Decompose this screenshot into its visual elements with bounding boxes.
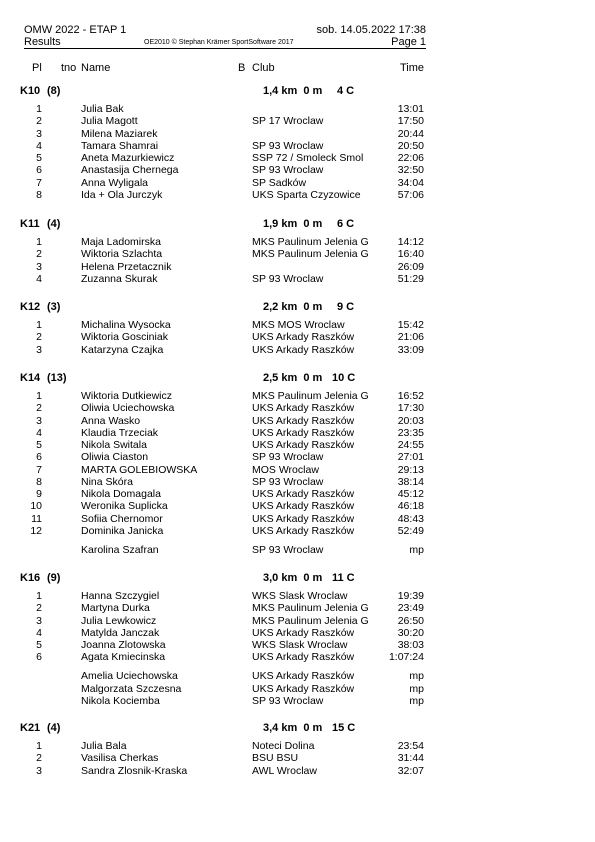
club-name: SP 93 Wroclaw [252,543,324,556]
runner-name: Nikola Kociemba [81,694,160,707]
runner-name: Malgorzata Szczesna [81,682,182,695]
place: 8 [36,475,42,488]
results-label: Results [24,36,61,48]
place: 12 [30,524,42,537]
club-name: MKS Paulinum Jelenia G [252,602,369,615]
club-name: SP Sadków [252,176,307,189]
finish-time: 26:09 [397,260,424,273]
runner-name: Oliwia Ciaston [81,451,149,464]
finish-time: 51:29 [397,272,424,285]
result-row [0,319,595,331]
place: 11 [31,512,42,525]
club-name: SP 93 Wroclaw [252,139,324,152]
header-rule [24,48,426,49]
club-name: SP 93 Wroclaw [252,272,324,285]
course-length: 2,2 km 0 m [263,301,323,313]
place: 6 [36,651,42,664]
place: 2 [36,248,42,261]
category-name: K12 [20,301,41,313]
place: 5 [36,639,42,651]
result-row [0,476,595,488]
finish-time: 26:50 [397,614,424,627]
category-count: (4) [47,722,61,734]
place: 3 [36,764,42,777]
club-name: UKS Arkady Raszków [252,682,355,695]
finish-time: 30:20 [397,626,424,639]
category-name: K14 [20,372,41,384]
finish-time: mp [409,694,424,707]
club-name: Noteci Dolina [252,740,315,752]
runner-name: Milena Maziarek [81,127,158,140]
club-name: MOS Wroclaw [252,463,319,476]
result-row [0,513,595,525]
result-row [0,752,595,764]
finish-time: 38:14 [397,475,424,488]
result-row [0,427,595,439]
finish-time: 23:54 [397,740,424,752]
control-count: 4 C [337,85,355,97]
result-row [0,488,595,500]
runner-name: Julia Magott [81,115,138,128]
result-row [0,273,595,285]
result-row [0,525,595,537]
place: 10 [30,500,42,513]
finish-time: 23:49 [397,602,424,615]
finish-time: 1:07:24 [388,651,424,664]
runner-name: Amelia Uciechowska [81,670,178,683]
category-heading [0,301,595,314]
place: 4 [36,426,42,439]
category-name: K11 [20,218,40,230]
category-count: (9) [47,572,61,584]
col-tno: tno [61,62,77,74]
place: 2 [36,752,42,765]
category-count: (3) [47,301,61,313]
col-b: B [238,62,246,74]
club-name: UKS Arkady Raszków [252,414,355,427]
control-count: 10 C [332,372,356,384]
result-row [0,415,595,427]
col-name: Name [81,62,111,74]
runner-name: Matylda Janczak [81,626,160,639]
runner-name: Anna Wyligala [81,176,149,189]
club-name: SP 93 Wroclaw [252,164,324,177]
place: 8 [36,188,42,201]
club-name: UKS Arkady Raszków [252,331,355,344]
result-row [0,639,595,651]
event-title: OMW 2022 - ETAP 1 [24,24,127,36]
club-name: UKS Arkady Raszków [252,402,355,415]
finish-time: 24:55 [397,439,424,451]
col-time: Time [400,62,425,74]
place: 4 [36,626,42,639]
result-row [0,651,595,663]
place: 5 [36,152,42,164]
finish-time: 20:50 [397,139,424,152]
result-row [0,390,595,402]
software-credit: OE2010 © Stephan Krämer SportSoftware 2017 [144,39,294,46]
runner-name: Wiktoria Szlachta [81,248,163,261]
control-count: 9 C [337,301,355,313]
finish-time: mp [409,682,424,695]
runner-name: Ida + Ola Jurczyk [81,188,163,201]
runner-name: Michalina Wysocka [81,319,171,331]
runner-name: Nina Skóra [81,475,133,488]
category-heading [0,572,595,585]
course-length: 2,5 km 0 m [263,372,323,384]
result-row [0,128,595,140]
col-club: Club [252,62,275,74]
result-row [0,152,595,164]
runner-name: Maja Ladomirska [81,236,161,248]
category-count: (4) [47,218,61,230]
runner-name: Dominika Janicka [81,524,164,537]
finish-time: 29:13 [397,463,424,476]
runner-name: Joanna Zlotowska [81,639,166,651]
place: 7 [36,176,42,189]
result-row [0,140,595,152]
category-heading [0,218,595,231]
control-count: 15 C [332,722,356,734]
finish-time: 13:01 [397,103,424,115]
finish-time: 15:42 [397,319,424,331]
runner-name: Julia Bala [81,740,127,752]
finish-time: 16:52 [397,390,424,402]
result-row [0,189,595,201]
club-name: AWL Wroclaw [252,764,317,777]
finish-time: 21:06 [397,331,424,344]
club-name: MKS Paulinum Jelenia G [252,390,369,402]
place: 4 [36,139,42,152]
finish-time: 57:06 [397,188,424,201]
club-name: WKS Slask Wroclaw [252,639,348,651]
course-length: 3,4 km 0 m [263,722,323,734]
runner-name: MARTA GOLEBIOWSKA [81,463,198,476]
runner-name: Aneta Mazurkiewicz [81,152,175,164]
club-name: SP 93 Wroclaw [252,694,324,707]
runner-name: Vasilisa Cherkas [81,752,159,765]
finish-time: 22:06 [397,152,424,164]
finish-time: 32:07 [397,764,424,777]
place: 3 [36,127,42,140]
finish-time: 14:12 [397,236,424,248]
runner-name: Nikola Switala [81,439,147,451]
runner-name: Karolina Szafran [81,543,159,556]
result-row [0,451,595,463]
runner-name: Nikola Domagala [81,488,161,500]
place: 2 [36,331,42,344]
place: 3 [36,260,42,273]
place: 1 [36,740,42,752]
place: 3 [36,614,42,627]
club-name: MKS MOS Wroclaw [252,319,345,331]
unplaced-row [0,695,595,707]
unplaced-row [0,683,595,695]
print-datetime: sob. 14.05.2022 17:38 [316,24,426,36]
category-heading [0,722,595,735]
runner-name: Sofiia Chernomor [81,512,163,525]
club-name: BSU BSU [252,752,299,765]
finish-time: 31:44 [397,752,424,765]
finish-time: 23:35 [397,426,424,439]
finish-time: 20:44 [397,127,424,140]
place: 2 [36,115,42,128]
course-length: 3,0 km 0 m [263,572,323,584]
category-name: K10 [20,85,41,97]
result-row [0,500,595,512]
place: 4 [36,272,42,285]
result-row [0,164,595,176]
place: 6 [36,164,42,177]
result-row [0,236,595,248]
category-heading [0,85,595,98]
club-name: UKS Arkady Raszków [252,524,355,537]
runner-name: Klaudia Trzeciak [81,426,159,439]
club-name: SP 17 Wroclaw [252,115,324,128]
result-row [0,248,595,260]
club-name: UKS Arkady Raszków [252,439,355,451]
finish-time: 20:03 [397,414,424,427]
place: 5 [36,439,42,451]
runner-name: Helena Przetacznik [81,260,172,273]
finish-time: mp [409,670,424,683]
result-row [0,331,595,343]
runner-name: Julia Bak [81,103,124,115]
club-name: UKS Arkady Raszków [252,426,355,439]
result-row [0,115,595,127]
runner-name: Sandra Zlosnik-Kraska [81,764,188,777]
category-count: (8) [47,85,61,97]
finish-time: 19:39 [397,590,424,602]
course-length: 1,9 km 0 m [263,218,323,230]
runner-name: Anastasija Chernega [81,164,179,177]
result-row [0,464,595,476]
place: 9 [36,488,42,500]
runner-name: Julia Lewkowicz [81,614,157,627]
place: 1 [36,236,42,248]
runner-name: Katarzyna Czajka [81,343,164,356]
runner-name: Tamara Shamrai [81,139,159,152]
finish-time: 46:18 [397,500,424,513]
category-heading [0,372,595,385]
control-count: 6 C [337,218,355,230]
place: 2 [36,402,42,415]
result-row [0,261,595,273]
finish-time: 52:49 [397,524,424,537]
page-number: Page 1 [391,36,426,48]
unplaced-row [0,670,595,682]
club-name: MKS Paulinum Jelenia G [252,614,369,627]
category-name: K21 [20,722,41,734]
category-count: (13) [47,372,67,384]
finish-time: 38:03 [397,639,424,651]
runner-name: Agata Kmiecinska [81,651,166,664]
result-row [0,740,595,752]
page-header [24,24,426,48]
finish-time: 17:30 [397,402,424,415]
result-row [0,344,595,356]
runner-name: Wiktoria Dutkiewicz [81,390,173,402]
runner-name: Hanna Szczygiel [81,590,160,602]
place: 2 [36,602,42,615]
club-name: MKS Paulinum Jelenia G [252,236,369,248]
finish-time: 45:12 [397,488,424,500]
runner-name: Martyna Durka [81,602,150,615]
result-row [0,615,595,627]
club-name: UKS Arkady Raszków [252,488,355,500]
runner-name: Anna Wasko [81,414,141,427]
result-row [0,402,595,414]
runner-name: Zuzanna Skurak [81,272,158,285]
result-row [0,627,595,639]
place: 1 [36,590,42,602]
category-name: K16 [20,572,41,584]
result-row [0,177,595,189]
club-name: MKS Paulinum Jelenia G [252,248,369,261]
result-row [0,590,595,602]
place: 1 [36,103,42,115]
club-name: SP 93 Wroclaw [252,451,324,464]
club-name: UKS Arkady Raszków [252,651,355,664]
club-name: UKS Arkady Raszków [252,670,355,683]
club-name: WKS Slask Wroclaw [252,590,348,602]
club-name: UKS Arkady Raszków [252,626,355,639]
result-row [0,602,595,614]
finish-time: 34:04 [397,176,424,189]
club-name: UKS Sparta Czyzowice [252,188,361,201]
club-name: UKS Arkady Raszków [252,512,355,525]
runner-name: Oliwia Uciechowska [81,402,175,415]
club-name: SP 93 Wroclaw [252,475,324,488]
club-name: UKS Arkady Raszków [252,343,355,356]
course-length: 1,4 km 0 m [263,85,323,97]
finish-time: 16:40 [397,248,424,261]
club-name: SSP 72 / Smoleck Smol [252,152,364,164]
result-row [0,103,595,115]
finish-time: 48:43 [397,512,424,525]
place: 1 [36,319,42,331]
place: 3 [36,414,42,427]
result-row [0,765,595,777]
place: 6 [36,451,42,464]
runner-name: Weronika Suplicka [81,500,168,513]
result-row [0,439,595,451]
column-headers [0,62,595,74]
finish-time: 17:50 [397,115,424,128]
place: 7 [36,463,42,476]
unplaced-row [0,544,595,556]
control-count: 11 C [332,572,355,584]
place: 1 [36,390,42,402]
finish-time: 27:01 [397,451,424,464]
runner-name: Wiktoria Gosciniak [81,331,168,344]
finish-time: 33:09 [397,343,424,356]
finish-time: mp [409,543,424,556]
place: 3 [36,343,42,356]
club-name: UKS Arkady Raszków [252,500,355,513]
finish-time: 32:50 [397,164,424,177]
col-pl: Pl [32,62,42,74]
